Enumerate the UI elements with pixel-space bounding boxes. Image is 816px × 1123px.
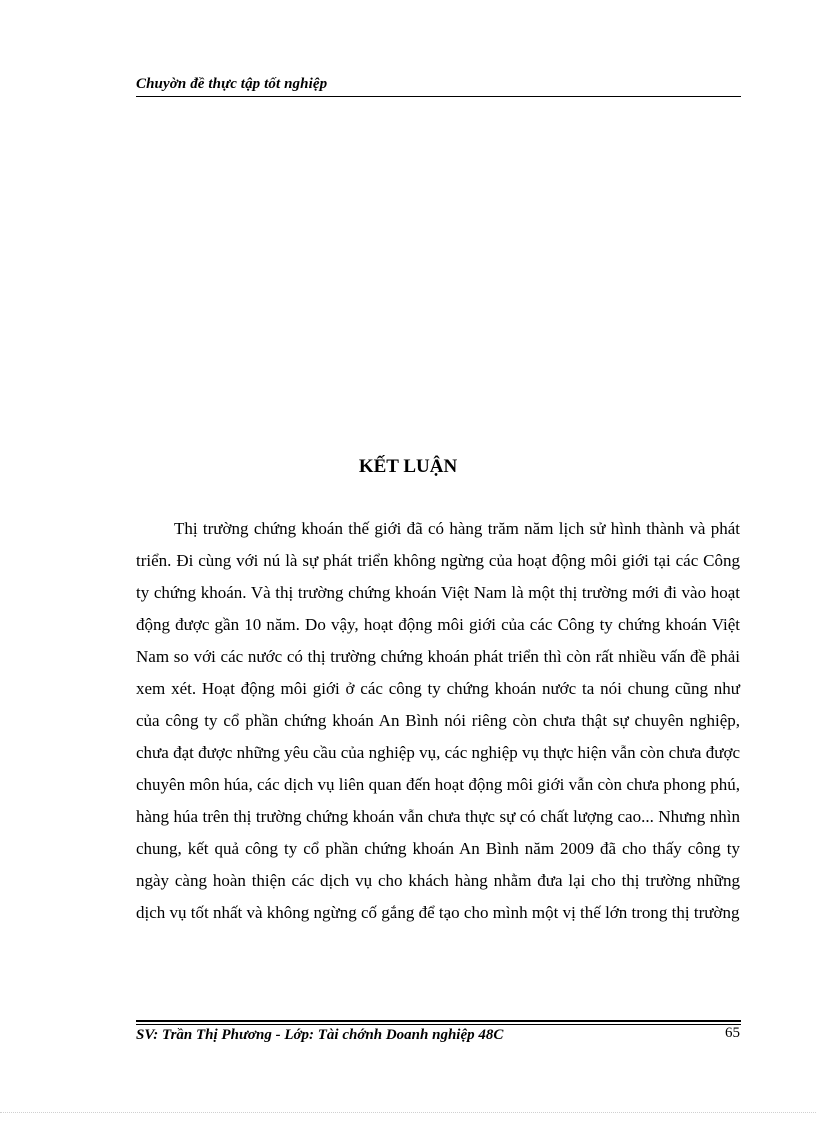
page-number: 65	[725, 1025, 740, 1041]
header-divider	[136, 96, 741, 97]
running-header-title: Chuyờn đề thực tập tốt nghiệp	[136, 76, 328, 92]
footer-divider-thin	[136, 1024, 741, 1025]
footer-author-line: SV: Trần Thị Phương - Lớp: Tài chớnh Doanh nghiệp 48C	[136, 1027, 504, 1043]
footer-divider-thick	[136, 1020, 741, 1022]
page-edge-divider	[0, 1112, 816, 1113]
chapter-heading: KẾT LUẬN	[358, 456, 458, 477]
conclusion-paragraph: Thị trường chứng khoán thế giới đã có hàng trăm năm lịch sử hình thành và phát triển. Đi cùng với nú là sự phát triển không ngừng của hoạt động môi giới tại các Công ty chứng khoán. Và thị trường chứng khoán Việt Nam là một thị trường mới đi vào hoạt động được gần 10 năm. Do vậy, hoạt động môi giới của các Công ty chứng khoán Việt Nam so với các nước có thị trường chứng khoán phát triển thì còn rất nhiều vấn đề phải xem xét. Hoạt động môi giới ở các công ty chứng khoán nước ta nói chung cũng như của công ty cổ phần chứng khoán An Bình nói riêng còn chưa thật sự chuyên nghiệp, chưa đạt được những yêu cầu của nghiệp vụ, các nghiệp vụ thực hiện vẫn còn chưa được chuyên môn húa, các dịch vụ liên quan đến hoạt động môi giới vẫn còn chưa phong phú, hàng húa trên thị trường chứng khoán vẫn chưa thực sự có chất lượng cao... Nhưng nhìn chung, kết quả công ty cổ phần chứng khoán An Bình năm 2009 đã cho thấy công ty ngày càng hoàn thiện các dịch vụ cho khách hàng nhằm đưa lại cho thị trường những dịch vụ tốt nhất và không ngừng cố gắng để tạo cho mình một vị thế lớn trong thị trường	[136, 519, 740, 922]
